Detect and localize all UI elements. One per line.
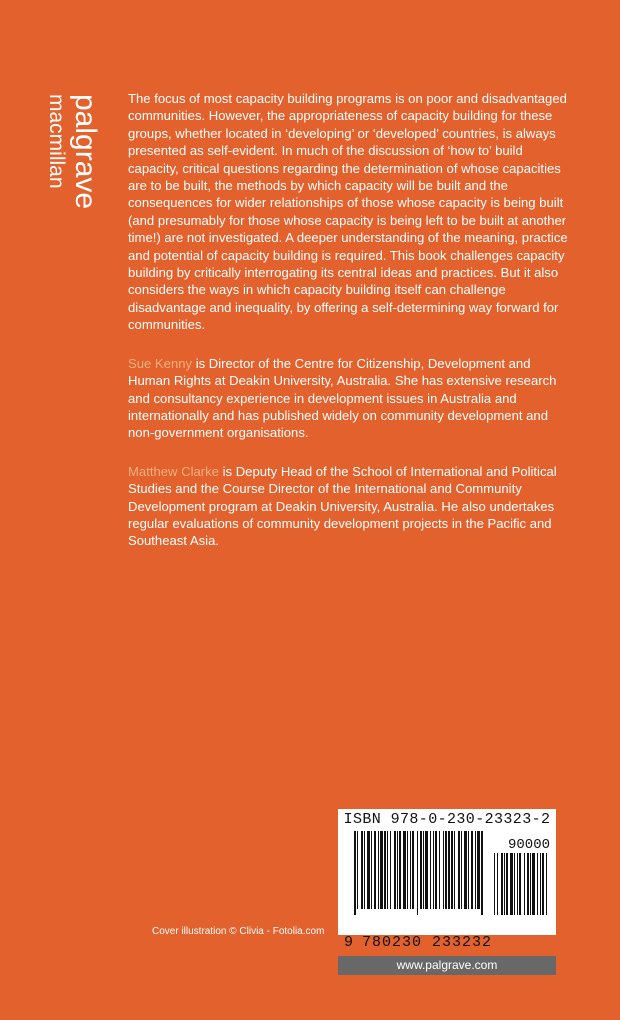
barcode-bar (461, 831, 462, 909)
addon-bar (501, 853, 503, 915)
author-bio-2 (128, 463, 568, 550)
addon-bar (504, 853, 505, 915)
addon-bar (506, 853, 508, 915)
back-cover-text (128, 90, 568, 571)
addon-bar (497, 853, 498, 915)
barcode-bar (435, 831, 437, 909)
barcode-bar (430, 831, 431, 909)
barcode-bar (443, 831, 444, 909)
addon-bar (542, 853, 544, 915)
logo-text-macmillan: macmillan (45, 94, 68, 189)
author-bio-1 (128, 355, 568, 442)
author-name: Matthew Clarke (128, 463, 219, 479)
barcode-bar (364, 831, 365, 909)
barcode-bar (417, 831, 418, 915)
barcode-bar (367, 831, 370, 909)
barcode-bar (468, 831, 469, 909)
cover-credit: Cover illustration © Clivia - Fotolia.com (152, 926, 325, 937)
isbn-label: ISBN 978-0-230-23323-2 (343, 811, 551, 828)
barcode-bar (458, 831, 460, 909)
barcode-bar (471, 831, 473, 909)
barcode-bar (439, 831, 440, 909)
barcode-bar (361, 831, 363, 909)
addon-bar (510, 853, 513, 915)
barcode-bar (477, 831, 480, 909)
addon-bar (527, 853, 529, 915)
addon-bar (540, 853, 541, 915)
addon-bar (519, 853, 521, 915)
barcode-bar (387, 831, 388, 909)
barcode-bar (407, 831, 408, 909)
barcode-bar (397, 831, 398, 909)
barcode-bar (433, 831, 434, 909)
barcode-bar (420, 831, 422, 909)
barcode-bar (464, 831, 467, 909)
addon-bar (514, 853, 515, 915)
palgrave-macmillan-logo (32, 94, 122, 234)
addon-bar (494, 853, 495, 915)
addon-bar (524, 853, 525, 915)
addon-bar (532, 853, 535, 915)
barcode-bar (403, 831, 406, 909)
barcode-bar (399, 831, 401, 909)
website-bar (338, 956, 556, 975)
barcode-bar (374, 831, 376, 909)
author-bio-text: is Deputy Head of the School of International and Political Studies and the Course Director of the International and Community Development program at Deakin University, Australia. He also undertakes regular evaluations of community development projects in the Pacific and Southeast Asia. (128, 463, 557, 549)
barcode-bar (445, 831, 447, 909)
barcode-bar (451, 831, 453, 909)
barcode-bar (390, 831, 391, 909)
author-bio-text: is Director of the Centre for Citizenship, Development and Human Rights at Deakin University, Australia. She has extensive research and consultancy experience in development issues in Australia and internationally and has published widely on community development and non-government organisations. (128, 355, 557, 441)
addon-bar (546, 853, 547, 915)
barcode-bar (410, 831, 411, 909)
barcode-bar (448, 831, 450, 909)
barcode-bar (475, 831, 476, 909)
barcode-lead-digit: 9 (344, 934, 355, 951)
barcode-bar (394, 831, 396, 909)
barcode-bar (371, 831, 372, 909)
barcode-number: 780230 233232 (362, 934, 493, 951)
book-description: The focus of most capacity building programs is on poor and disadvantaged communities. However, the appropriateness of capacity building for these groups, whether located in ‘developing’ or ‘developed’ countries, is always presented as self-evident. In much of the discussion of ‘how to’ build capacity, critical questions regarding the determination of whose capacities are to be built, the methods by which capacity will be built and the consequences for wider relationships of those whose capacity is being built (and presumably for those whose capacity is being left to be built at another time!) are not investigated. A deeper understanding of the meaning, practice and potential of capacity building is required. This book challenges capacity building by critically interrogating its central ideas and practices. But it also considers the ways in which capacity building itself can challenge disadvantage and inequality, by offering a self-determining way forward for communities. (128, 91, 568, 333)
logo-text-palgrave: palgrave (69, 94, 102, 210)
barcode-addon: 90000 (507, 837, 550, 853)
barcode-bar (378, 831, 379, 909)
website-url: www.palgrave.com (396, 958, 498, 972)
barcode-bar (412, 831, 414, 909)
barcode-bar (384, 831, 386, 909)
barcode-bar (425, 831, 428, 909)
barcode-bar (481, 831, 483, 915)
isbn-barcode (338, 809, 556, 951)
barcode-bar (454, 831, 455, 909)
author-name: Sue Kenny (128, 355, 193, 371)
addon-bar (530, 853, 531, 915)
addon-bar (537, 853, 538, 915)
barcode-bar (357, 831, 358, 909)
barcode-bar (354, 831, 356, 915)
barcode-bar (380, 831, 383, 909)
addon-bar (517, 853, 518, 915)
barcode-bar (423, 831, 424, 909)
